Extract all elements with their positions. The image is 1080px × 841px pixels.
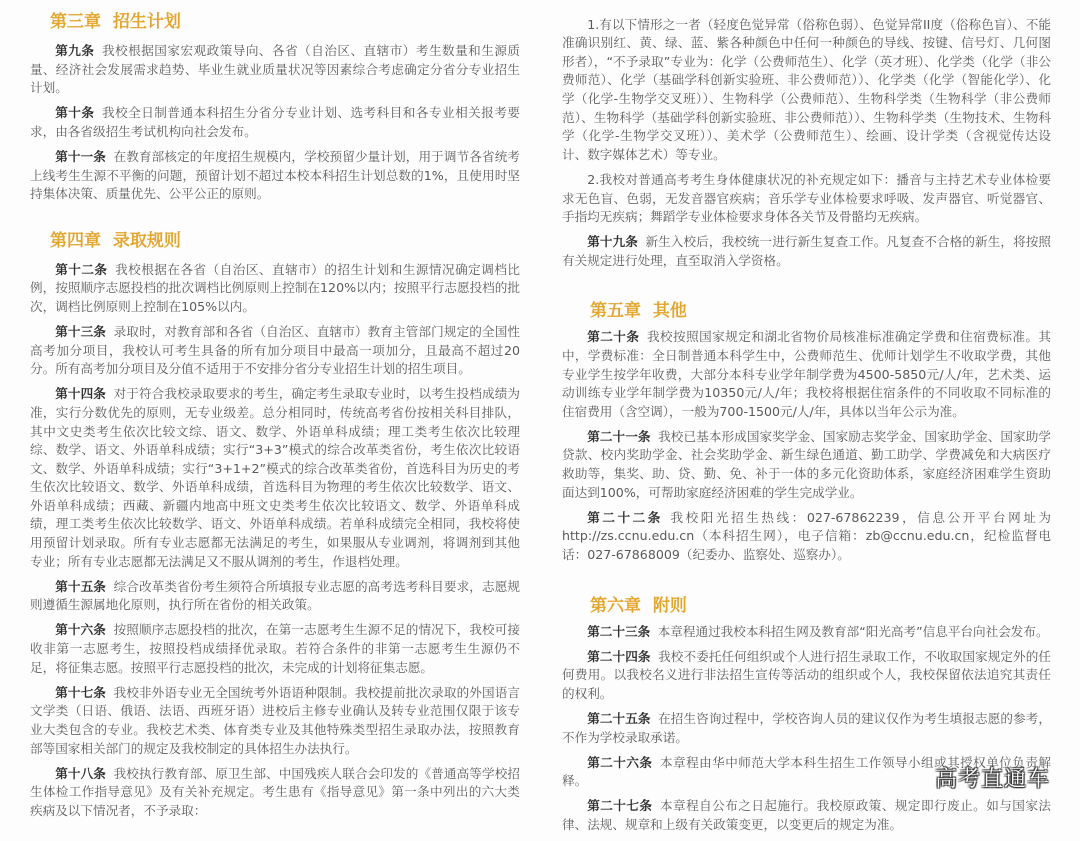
article-paragraph	[30, 104, 520, 141]
article-label: 第二十七条	[587, 798, 653, 814]
article-label: 第二十二条	[587, 509, 663, 525]
article-label: 第十条	[55, 105, 95, 121]
article-paragraph	[30, 385, 520, 571]
article-paragraph	[30, 323, 520, 379]
article-paragraph	[562, 648, 1051, 704]
chapter-heading: 第四章 录取规则	[50, 230, 181, 251]
article-paragraph	[562, 16, 1051, 165]
chapter-section	[30, 230, 520, 821]
article-label: 第二十条	[587, 329, 640, 345]
article-text: 我校根据在各省（自治区、直辖市）的招生计划和生源情况确定调档比例，按照顺序志愿投档的批次调档比例原则上控制在120%以内；按照平行志愿投档的批次，调档比例原则上控制在105%以内。	[30, 261, 521, 314]
article-label: 第十九条	[587, 234, 638, 250]
article-label: 第十四条	[55, 386, 107, 402]
article-label: 第十六条	[55, 622, 107, 638]
chapter-heading: 第三章 招生计划	[50, 12, 181, 32]
article-label: 第十二条	[55, 261, 108, 277]
article-paragraph	[30, 42, 520, 98]
article-paragraph	[562, 171, 1051, 227]
article-text: 我校不委托任何组织或个人进行招生录取工作，不收取国家规定外的任何费用。以我校名义进行非法招生宣传等活动的组织或个人，我校保留依法追究其责任的权利。	[562, 648, 1052, 701]
article-label: 第二十四条	[587, 648, 651, 664]
article-text: 对于符合我校录取要求的考生，确定考生录取专业时，以考生投档成绩为准，实行分数优先的原则，无专业级差。总分相同时，传统高考省份按相关科目排队，其中文史类考生依次比较文综、语文、数学、外语单科成绩；理工类考生依次比较理综、数学、语文、外语单科成绩；实行“3+3”模式的综合改革类省份，考生依次比较语文、数学、外语单科成绩；实行“3+1+2”模式的综合改革类省份，首选科目为历史的考生依次比较语文、数学、外语单科成绩，首选科目为物理的考生依次比较数学、语文、外语单科成绩；西藏、新疆内地高中班文史类考生依次比较语文、数学、外语单科成绩，理工类考生依次比较数学、语文、外语单科成绩。若单科成绩完全相同，我校将使用预留计划录取。所有专业志愿都无法满足的考生，如果服从专业调剂，将调剂到其他专业；所有专业志愿都无法满足又不服从调剂的考生，作退档处理。	[30, 386, 521, 569]
article-paragraph	[30, 621, 520, 677]
chapter-section	[30, 11, 520, 204]
chapter-heading: 第五章 其他	[590, 301, 687, 322]
article-label: 第十七条	[55, 684, 107, 700]
article-label: 第十一条	[55, 148, 107, 164]
article-paragraph	[30, 261, 520, 317]
article-text: 我校已基本形成国家奖学金、国家励志奖学金、国家助学金、国家助学贷款、校内奖助学金、社会奖助学金、新生绿色通道、勤工助学、学费减免和大病医疗救助等，集奖、助、贷、勤、免、补于一体的多元化资助体系，家庭经济困难学生资助面达到100%，可帮助家庭经济困难的学生完成学业。	[562, 428, 1052, 500]
watermark: 高考直通车	[935, 767, 1051, 792]
article-label: 第十八条	[55, 765, 107, 781]
left-column	[30, 11, 520, 827]
article-paragraph	[30, 684, 520, 758]
article-label: 第十三条	[55, 324, 107, 340]
article-text: 新生入校后，我校统一进行新生复查工作。凡复查不合格的新生，将按照有关规定进行处理，直至取消入学资格。	[562, 234, 1052, 268]
article-text: 在教育部核定的年度招生规模内，学校预留少量计划，用于调节各省统考上线考生生源不平衡的问题，预留计划不超过本校本科招生计划总数的1%，且使用时坚持集体决策、质量优先、公平公正的原则。	[30, 148, 521, 202]
article-text: 2.我校对普通高考考生身体健康状况的补充规定如下：播音与主持艺术专业体检要求无色盲、色弱，无发音器官疾病；音乐学专业体检要求呼吸、发声器官、听觉器官、手指均无疾病；舞蹈学专业体检要求身体各关节及骨骼均无疾病。	[562, 171, 1051, 225]
article-text: 1.有以下情形之一者（轻度色觉异常（俗称色弱）、色觉异常II度（俗称色盲）、不能准确识别红、黄、绿、蓝、紫各种颜色中任何一种颜色的导线、按键、信号灯、几何图形者），“不予录取”专业为：化学（公费师范生）、化学（英才班）、化学类（化学（非公费师范）、化学（基础学科创新实验班、非公费师范））、化学类（化学（智能化学）、化学（化学-生物学交叉班））、生物科学（公费师范）、生物科学类（生物科学（非公费师范）、生物科学（基础学科创新实验班、非公费师范））、生物科学类（生物技术、生物科学（化学-生物学交叉班））、美术学（公费师范生）、绘画、设计学类（含视觉传达设计、数字媒体艺术）等专业。	[562, 16, 1051, 162]
article-text: 录取时，对教育部和各省（自治区、直辖市）教育主管部门规定的全国性高考加分项目，我校认可考生具备的所有加分项目中最高一项加分，且最高不超过20分。所有高考加分项目及分值不适用于不安排分省分专业招生计划的招生项目。	[30, 324, 521, 377]
article-text: 我校阳光招生热线：027-67862239，信息公开平台网址为http://zs.ccnu.edu.cn（本科招生网），电子信箱：zb@ccnu.edu.cn，纪检监督电话：027-67868009（纪委办、监察处、巡察办）。	[562, 509, 1051, 562]
article-text: 我校非外语专业无全国统考外语语种限制。我校提前批次录取的外国语言文学类（日语、俄语、法语、西班牙语）进校后主修专业确认及转专业范围仅限于该专业大类包含的专业。我校艺术类、体育类专业及其他特殊类型招生录取办法，按照教育部等国家相关部门的规定及我校制定的具体招生办法执行。	[30, 684, 521, 756]
chapter-section	[562, 595, 1051, 835]
article-label: 第九条	[55, 43, 95, 58]
article-label: 第十五条	[55, 578, 107, 594]
article-label: 第二十六条	[587, 754, 653, 770]
chapter-heading: 第六章 附则	[590, 595, 687, 616]
article-paragraph	[562, 797, 1051, 834]
article-text: 我校全日制普通本科招生分省分专业计划、选考科目和各专业相关报考要求，由各省级招生考试机构向社会发布。	[30, 105, 521, 139]
article-text: 在招生咨询过程中，学校咨询人员的建议仅作为考生填报志愿的参考，不作为学校录取承诺。	[562, 710, 1052, 745]
article-paragraph	[562, 710, 1051, 747]
article-paragraph	[30, 148, 520, 204]
article-paragraph	[30, 765, 520, 821]
article-text: 我校根据国家宏观政策导向、各省（自治区、直辖市）考生数量和生源质量、经济社会发展需求趋势、毕业生就业质量状况等因素综合考虑确定分省分专业招生计划。	[30, 43, 521, 96]
article-paragraph	[562, 623, 1051, 642]
article-text: 按照顺序志愿投档的批次，在第一志愿考生生源不足的情况下，我校可接收非第一志愿考生，按照投档成绩择优录取。若符合条件的非第一志愿考生生源仍不足，将征集志愿。按照平行志愿投档的批次，未完成的计划将征集志愿。	[30, 622, 521, 675]
chapter-section	[562, 16, 1051, 271]
right-column	[562, 16, 1051, 841]
article-text: 我校执行教育部、原卫生部、中国残疾人联合会印发的《普通高等学校招生体检工作指导意见》及有关补充规定。考生患有《指导意见》第一条中列出的六大类疾病及以下情况者，不予录取：	[30, 765, 521, 818]
article-label: 第二十一条	[587, 428, 651, 444]
article-text: 我校按照国家规定和湖北省物价局核准标准确定学费和住宿费标准。其中，学费标准：全日制普通本科学生中，公费师范生、优师计划学生不收取学费，其他专业学生按学年收费，大部分本科专业学年制学费为4500-5850元/人/年，艺术类、运动训练专业学年制学费为10350元/人/年；我校将根据住宿条件的不同收取不同标准的住宿费用（含空调），一般为700-1500元/人/年，具体以当年公示为准。	[562, 329, 1052, 419]
article-text: 综合改革类省份考生须符合所填报专业志愿的高考选考科目要求，志愿规则遵循生源属地化原则，执行所在省份的相关政策。	[30, 578, 521, 613]
article-text: 本章程自公布之日起施行。我校原政策、规定即行废止。如与国家法律、法规、规章和上级有关政策变更，以变更后的规定为准。	[562, 798, 1052, 832]
chapter-section	[562, 300, 1051, 564]
article-label: 第二十三条	[587, 623, 651, 639]
article-label: 第二十五条	[587, 710, 651, 726]
article-paragraph	[562, 509, 1051, 565]
article-paragraph	[562, 428, 1051, 502]
article-paragraph	[562, 328, 1051, 421]
article-paragraph	[30, 578, 520, 615]
article-text: 本章程通过我校本科招生网及教育部“阳光高考”信息平台向社会发布。	[657, 623, 1049, 639]
article-text: 本章程由华中师范大学本科生招生工作领导小组或其授权单位负责解释。	[562, 754, 1052, 789]
article-paragraph	[562, 233, 1051, 270]
